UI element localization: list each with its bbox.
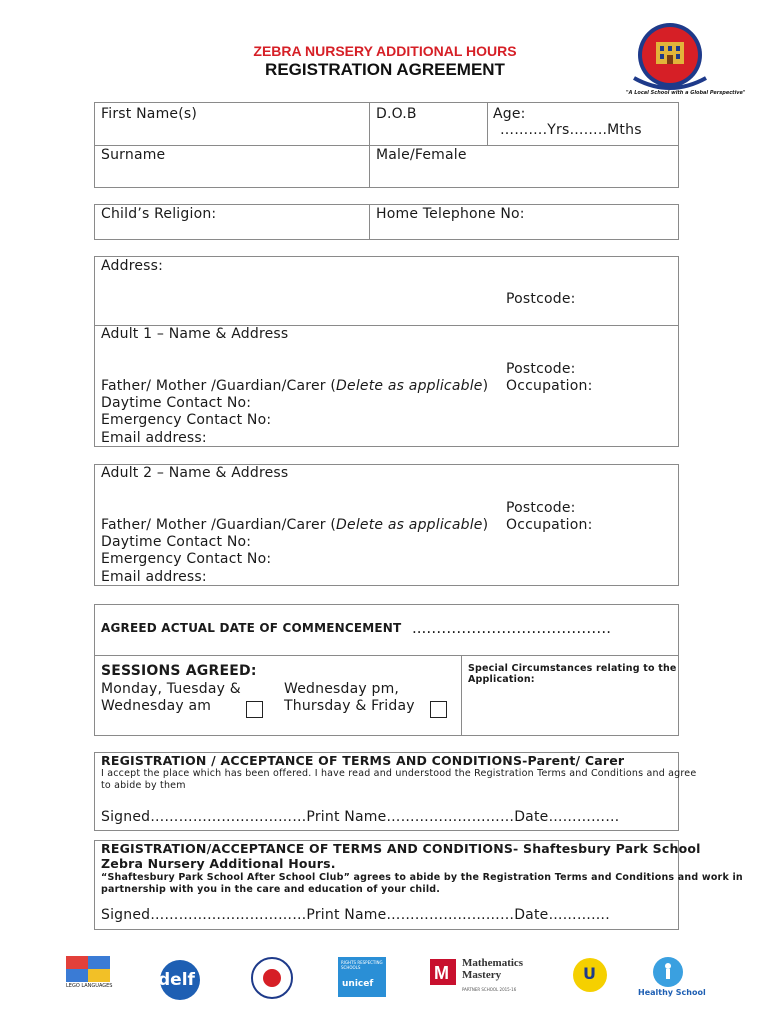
parent-signature-line[interactable]: Signed……………………………Print Name………………………Date…………… (101, 809, 620, 825)
first-names-field[interactable]: First Name(s) (101, 106, 198, 122)
session-option1-line1: Monday, Tuesday & (101, 681, 241, 697)
adult2-emergency-contact-field[interactable]: Emergency Contact No: (101, 551, 272, 567)
postcode-field[interactable]: Postcode: (506, 291, 576, 307)
lego-languages-logo: LEGO LANGUAGES (66, 956, 110, 996)
parent-terms-heading: REGISTRATION / ACCEPTANCE OF TERMS AND CONDITIONS-Parent/ Carer (101, 753, 625, 768)
address-field[interactable]: Address: (101, 258, 164, 274)
adult1-occupation-field[interactable]: Occupation: (506, 378, 593, 394)
healthy-school-logo: Healthy School (636, 956, 700, 1000)
adult2-postcode-field[interactable]: Postcode: (506, 500, 576, 516)
adult1-relation-field[interactable]: Father/ Mother /Guardian/Carer (Delete as applicable) (101, 378, 489, 394)
session-option2-checkbox[interactable] (430, 701, 447, 718)
age-label: Age: (493, 106, 526, 122)
commencement-date-field[interactable]: ...………………………………. (412, 619, 612, 637)
school-signature-line[interactable]: Signed……………………………Print Name………………………Date…………. (101, 907, 610, 923)
home-telephone-field[interactable]: Home Telephone No: (376, 206, 525, 222)
school-terms-body-line2: partnership with you in the care and education of your child. (101, 884, 441, 895)
adult1-emergency-contact-field[interactable]: Emergency Contact No: (101, 412, 272, 428)
labour-education-logo (250, 956, 294, 1000)
session-option2-line2: Thursday & Friday (284, 698, 415, 714)
adult2-email-field[interactable]: Email address: (101, 569, 207, 585)
adult1-daytime-contact-field[interactable]: Daytime Contact No: (101, 395, 252, 411)
adult2-relation-field[interactable]: Father/ Mother /Guardian/Carer (Delete as applicable) (101, 517, 489, 533)
parent-terms-body-line2: to abide by them (101, 780, 186, 791)
address-box (94, 256, 679, 326)
dob-field[interactable]: D.O.B (376, 106, 417, 122)
sex-field[interactable]: Male/Female (376, 147, 467, 163)
school-terms-heading-line2: Zebra Nursery Additional Hours. (101, 856, 336, 871)
surname-field[interactable]: Surname (101, 147, 166, 163)
adult1-heading: Adult 1 – Name & Address (101, 326, 289, 342)
age-field[interactable]: ……….Yrs……..Mths (500, 122, 642, 138)
unicef-rights-respecting-logo: RIGHTS RESPECTING SCHOOLS unicef (338, 957, 386, 997)
form-title: REGISTRATION AGREEMENT (265, 60, 505, 79)
commencement-label: AGREED ACTUAL DATE OF COMMENCEMENT (101, 621, 402, 635)
school-tagline: "A Local School with a Global Perspective" (626, 90, 746, 96)
special-circumstances-line2: Application: (468, 674, 535, 685)
delf-logo: delf (148, 956, 206, 1001)
session-option1-checkbox[interactable] (246, 701, 263, 718)
mathematics-mastery-logo: M Mathematics Mastery PARTNER SCHOOL 2015-16 (430, 957, 542, 997)
religion-field[interactable]: Child’s Religion: (101, 206, 217, 222)
school-terms-body-line1: “Shaftesbury Park School After School Club” agrees to abide by the Registration Terms and Conditions and work in (101, 872, 743, 883)
adult1-postcode-field[interactable]: Postcode: (506, 361, 576, 377)
svg-text:M: M (434, 963, 449, 983)
adult2-daytime-contact-field[interactable]: Daytime Contact No: (101, 534, 252, 550)
adult2-heading: Adult 2 – Name & Address (101, 465, 289, 481)
school-crest-logo (620, 20, 746, 98)
session-option1-line2: Wednesday am (101, 698, 212, 714)
u-logo: U (572, 957, 608, 993)
form-subtitle: ZEBRA NURSERY ADDITIONAL HOURS (253, 43, 517, 59)
special-circumstances-line1: Special Circumstances relating to the (468, 663, 677, 674)
school-terms-heading-line1: REGISTRATION/ACCEPTANCE OF TERMS AND CONDITIONS- Shaftesbury Park School (101, 841, 701, 856)
sessions-heading: SESSIONS AGREED: (101, 663, 257, 679)
session-option2-line1: Wednesday pm, (284, 681, 400, 697)
parent-terms-body-line1: I accept the place which has been offered. I have read and understood the Registration Terms and Conditions and agree (101, 768, 697, 779)
adult1-email-field[interactable]: Email address: (101, 430, 207, 446)
adult2-occupation-field[interactable]: Occupation: (506, 517, 593, 533)
